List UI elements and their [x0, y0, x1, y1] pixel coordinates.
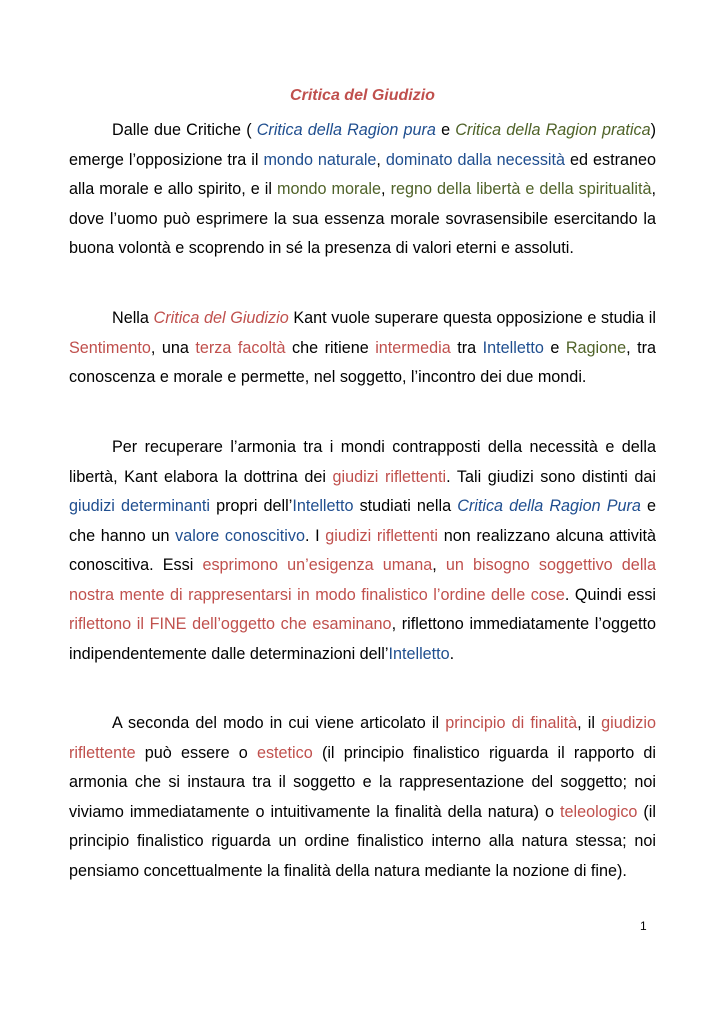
text-run: . Quindi essi [564, 585, 657, 604]
text-run: (il principio finalistico riguarda il rapporto di armonia che si instaura tra il soggetto e la rappresentazione del soggetto; noi viviamo immediatamente o intuitivamente la finalità della natura) o [69, 743, 656, 821]
text-run: mondo morale [277, 180, 382, 198]
text-run: può essere o [135, 743, 257, 762]
text-run: , [376, 150, 386, 169]
page-number: 1 [640, 919, 647, 933]
text-run: dominato dalla necessità [385, 150, 566, 169]
text-run: giudizio riflettente [69, 714, 657, 762]
paragraph-4 [69, 709, 656, 886]
text-run: Ragione [565, 338, 627, 357]
text-run: ed estraneo alla morale e allo spirito, e il [69, 150, 656, 198]
text-run: valore conoscitivo [175, 526, 305, 545]
text-run: , tra conoscenza e morale e permette, nel soggetto, l’incontro dei due mondi. [69, 338, 656, 386]
text-run: intermedia [375, 338, 451, 357]
text-run: , [432, 556, 446, 574]
text-run: che ritiene [285, 338, 376, 357]
text-run: Intelletto [388, 644, 450, 663]
text-run: Kant vuole superare questa opposizione e studia il [288, 309, 656, 327]
text-run: Per recuperare l’armonia tra i mondi contrapposti della necessità e della libertà, Kant elabora la dottrina dei [69, 438, 656, 486]
text-run: giudizi riflettenti [325, 526, 439, 545]
text-run: principio di finalità [445, 714, 578, 732]
text-run: (il principio finalistico riguarda un ordine finalistico interno alla natura stessa; noi pensiamo concettualmente la finalità della natura mediante la nozione di fine). [69, 802, 656, 880]
text-run: non realizzano alcuna attività conoscitiva. Essi [69, 526, 656, 574]
text-run: e [435, 121, 456, 139]
text-run: , il [577, 714, 602, 732]
text-run: esprimono un’esigenza umana [202, 556, 433, 574]
paragraph-2 [69, 304, 656, 393]
text-run: Dalle due Critiche ( [112, 121, 257, 139]
text-run: studiati nella [353, 497, 458, 515]
text-run: . I [304, 526, 326, 545]
text-run: , una [150, 338, 196, 357]
text-run: Intelletto [482, 338, 544, 357]
text-run: . [449, 644, 455, 663]
text-run: , riflettono immediatamente l’oggetto indipendentemente dalle determinazioni dell’ [69, 615, 656, 663]
text-run: Critica della Ragion Pura [457, 497, 641, 515]
text-run: propri dell’ [210, 497, 293, 515]
text-run: Nella [112, 309, 154, 327]
text-run: ) emerge l’opposizione tra il [69, 121, 657, 169]
text-run: . Tali giudizi sono distinti dai [446, 467, 656, 486]
document-title: Critica del Giudizio [290, 87, 435, 104]
paragraph-3 [69, 433, 656, 669]
text-run: A seconda del modo in cui viene articolato il [112, 714, 446, 732]
text-run: Intelletto [292, 497, 354, 515]
text-run: giudizi riflettenti [332, 467, 447, 486]
text-run: Critica della Ragion pratica [455, 121, 651, 139]
text-run: , dove l’uomo può esprimere la sua essenza morale sovrasensibile esercitando la buona volontà e scoprendo in sé la presenza di valori eterni e assoluti. [69, 180, 657, 257]
text-run: Critica del Giudizio [153, 309, 289, 327]
text-run: teleologico [560, 802, 638, 821]
text-run: Critica della Ragion pura [256, 121, 436, 139]
text-run: un bisogno soggettivo della nostra mente di rappresentarsi in modo finalistico l’ordine delle cose [69, 556, 657, 604]
text-run: Sentimento [69, 338, 151, 357]
text-run: regno della libertà e della spiritualità [390, 180, 652, 198]
text-run: terza facoltà [195, 338, 286, 357]
text-run: , [381, 180, 391, 198]
text-run: riflettono il FINE dell’oggetto che esaminano [69, 615, 392, 633]
paragraph-1 [69, 116, 656, 264]
text-run: e [543, 338, 566, 357]
text-run: tra [450, 338, 483, 357]
text-run: estetico [256, 743, 313, 762]
text-run: giudizi determinanti [69, 497, 211, 515]
text-run: e che hanno un [69, 497, 656, 545]
text-run: mondo naturale [263, 150, 377, 169]
